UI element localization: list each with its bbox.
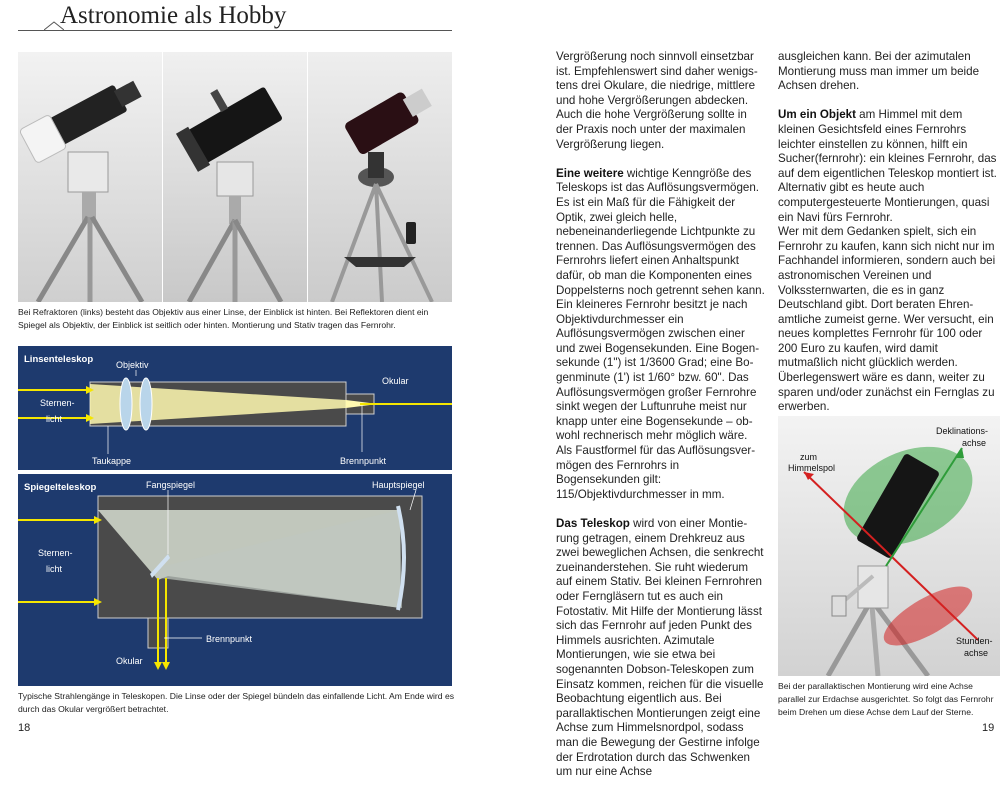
mount-caption: Bei der parallaktischen Montierung wird eine Achse parallel zur Erdachse ausgerichtet. So folgt das Fernrohr beim Drehen um diese Achse dem Lauf der Sterne. — [778, 681, 994, 717]
taukappe-label: Taukappe — [92, 456, 132, 466]
paragraph — [778, 108, 998, 225]
reflector-title: Spiegelteleskop — [24, 482, 97, 493]
stundenachse-label-2: achse — [964, 648, 989, 658]
deklinationsachse-label-1: Deklinations- — [936, 426, 989, 436]
maksutov-goto-photo — [308, 52, 452, 302]
paragraph: Vergrößerung noch sinnvoll einsetzbar ist. Empfehlenswert sind daher wenigstens drei Okulare, die niedrige, mittlere und hohe Vergrößerungen abdecken. Auch die hohe Vergrößerung sollte in der Praxis noch unter der maximalen Vergrößerung liegen. — [556, 50, 758, 151]
telescope-ray-diagram — [18, 346, 452, 686]
page-number-right: 19 — [982, 722, 995, 734]
refractor-photo — [18, 52, 163, 302]
diagram-caption: Typische Strahlengänge in Teleskopen. Die Linse oder der Spiegel bündeln das einfallende Licht. Am Ende wird es durch das Okular vergrößert betrachtet. — [18, 691, 455, 714]
photo-caption: Bei Refraktoren (links) besteht das Objektiv aus einer Linse, der Einblick ist hinten. Bei Reflektoren dient ein Spiegel als Objektiv, der Einblick ist seitlich oder hinten. Montierung und Stativ tragen das Fernrohr. — [18, 307, 429, 330]
brennpunkt-label-top: Brennpunkt — [340, 456, 387, 466]
paragraph-body: wichtige Kenngröße des Teleskops ist das Auflösungsvermögen. Es ist ein Maß für die Fähigkeit der Optik, zwei gleich helle, nebeneinanderliegende Lichtpunkte zu trennen. Das Auflösungsvermögen des Fernrohrs liefert einen Anhaltspunkt dafür, ob man die Komponenten eines Doppelsterns noch getrennt sehen kann. Ein kleineres Fernrohr besitzt je nach Objektivdurchmesser ein Auflösungsvermögen zwischen einer und zwei Bogensekunden. Eine Bogensekunde (1") ist 1/3600 Grad; eine Bogenminute (1') ist 1/60° bzw. 60". Das Auflösungsvermögen großer Fernrohre sinkt wegen der Luftunruhe meist nur knapp unter eine Bogensekunde – obwohl rechnerisch mehr möglich wäre. Als Faustformel für das Auflösungsvermögen des Fernrohrs in Bogensekunden gilt: 115/Objektivdurchmesser in mm. — [556, 166, 765, 501]
okular-label-bottom: Okular — [116, 656, 143, 666]
hauptspiegel-label: Hauptspiegel — [372, 480, 425, 490]
paragraph-lead: Eine weitere — [556, 166, 624, 180]
himmelspol-label-1: zum — [800, 452, 818, 462]
deklinationsachse-label-2: achse — [962, 438, 987, 448]
paragraph-body: am Himmel mit dem kleinen Gesichtsfeld eines Fernrohrs leichter einstellen zu können, hilft ein Sucher(fernrohr): ein kleines Fernrohr, das auf dem eigentlichen Teleskop montiert ist. Alternativ gibt es heute auch computergesteuerte Montierungen, quasi ein Navi fürs Fernrohr. — [778, 108, 997, 224]
fangspiegel-label: Fangspiegel — [146, 480, 196, 490]
text-column-1 — [556, 50, 766, 794]
left-page — [0, 0, 500, 738]
sternenlicht-label-3: Sternen- — [38, 548, 73, 558]
sternenlicht-label-2: licht — [46, 414, 63, 424]
paragraph — [556, 517, 766, 780]
page-title: Astronomie als Hobby — [60, 2, 287, 29]
stundenachse-label-1: Stunden- — [956, 636, 993, 646]
paragraph: ausgleichen kann. Bei der azimutalen Montierung muss man immer um beide Achsen drehen. — [778, 50, 980, 93]
text-column-2 — [778, 50, 998, 429]
telescope-photos — [18, 52, 452, 302]
page-number-left: 18 — [18, 722, 31, 734]
okular-label: Okular — [382, 376, 409, 386]
sternenlicht-label-1: Sternen- — [40, 398, 75, 408]
parallactic-mount-figure — [778, 416, 1000, 676]
paragraph: Wer mit dem Gedanken spielt, sich ein Fernrohr zu kaufen, kann sich nicht nur im Fachhandel informieren, sondern auch bei astronomischen Vereinen und Volkssternwarten, die es in ganz Deutschland gibt. Dort beraten Ehrenamtliche zumeist gerne. Wer versucht, ein neues komplettes Fernrohr für 100 oder 200 Euro zu kaufen, wird damit mutmaßlich nicht glücklich werden. Überlegenswert wäre es dann, weiter zu sparen und/oder zunächst ein Fernglas zu erwerben. — [778, 225, 996, 414]
objektiv-label: Objektiv — [116, 360, 149, 370]
paragraph-lead: Das Teleskop — [556, 517, 630, 530]
newton-reflector-photo — [163, 52, 308, 302]
header-rule — [18, 30, 452, 31]
himmelspol-label-2: Himmelspol — [788, 463, 836, 473]
paragraph-body: wird von einer Montierung getragen, einem Drehkreuz aus zwei beweglichen Achsen, die senkrecht zueinanderstehen. Sie ruht wiederum auf einem Stativ. Bei kleinen Fernrohren oder Ferngläsern tut es auch ein Fotostativ. Mit Hilfe der Montierung lässt sich das Fernrohr auf jeden Punkt des Himmels ausrichten. Azimutale Montierungen, wie sie etwa bei sogenannten Dobson-Teleskopen zum Einsatz kommen, reichen für die visuelle Beobachtung eigentlich aus. Bei parallaktischen Montierungen zeigt eine Achse zum Himmelsnordpol, sodass man die Bewegung der Gestirne infolge der Erdrotation durch das Schwenken um nur eine Achse — [556, 517, 764, 779]
paragraph-lead: Um ein Objekt — [778, 108, 856, 122]
right-page — [508, 0, 1008, 779]
refractor-title: Linsenteleskop — [24, 354, 94, 365]
paragraph — [556, 167, 766, 503]
sternenlicht-label-4: licht — [46, 564, 63, 574]
brennpunkt-label-bottom: Brennpunkt — [206, 634, 253, 644]
